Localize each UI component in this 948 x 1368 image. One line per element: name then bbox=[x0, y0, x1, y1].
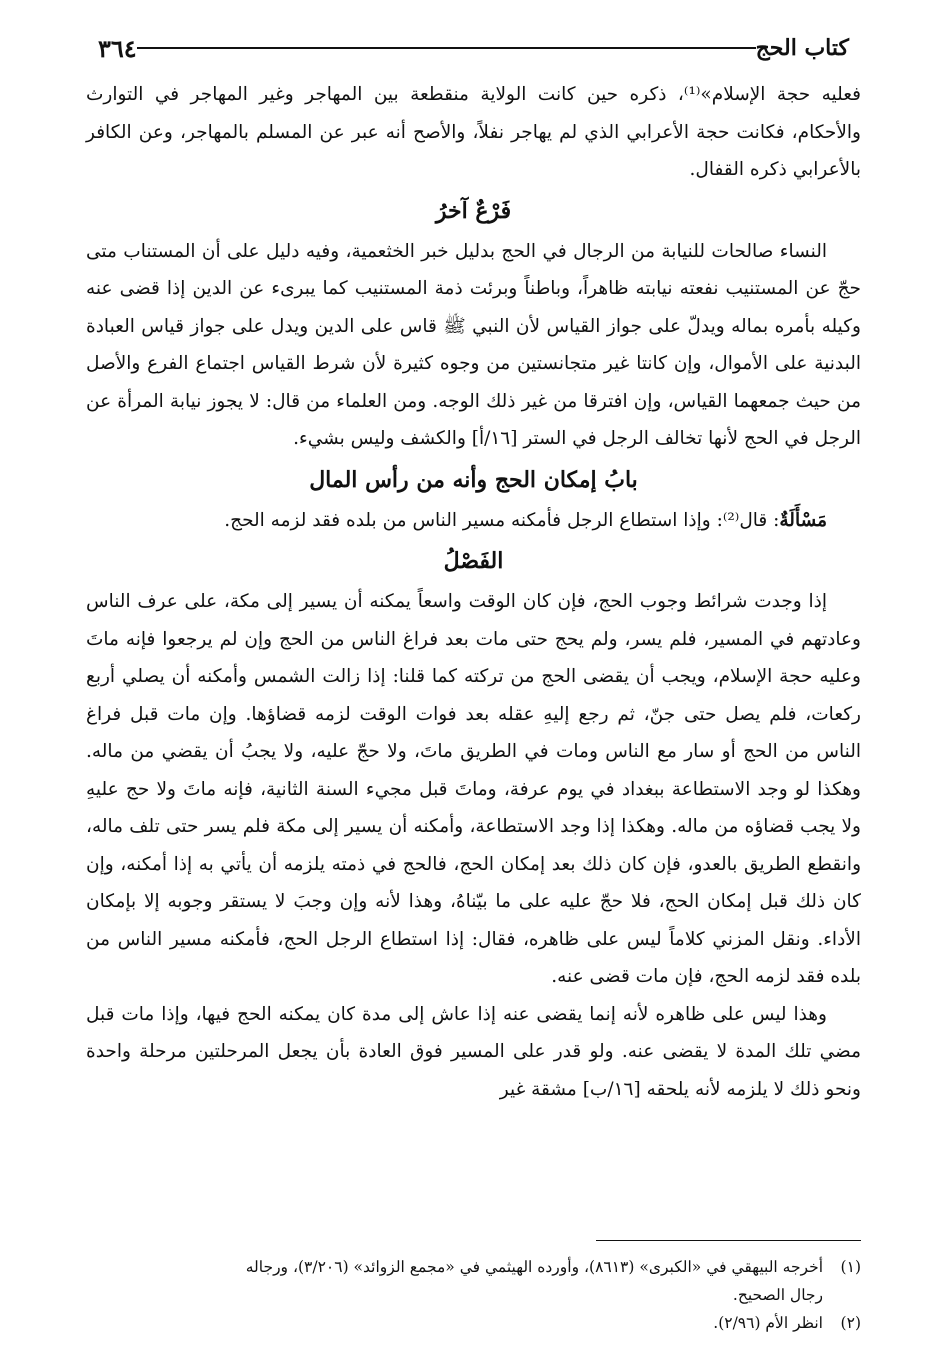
running-title: كتاب الحج bbox=[755, 35, 849, 61]
page-number: ٣٦٤ bbox=[98, 33, 137, 63]
section-heading-far-akhar: فَرْعٌ آخرُ bbox=[435, 197, 512, 224]
footnote-1-number: (١) bbox=[840, 1258, 861, 1276]
footnote-2 bbox=[86, 1309, 861, 1337]
section-heading-fasl: الفَصْلُ bbox=[443, 548, 504, 574]
footnote-1 bbox=[86, 1253, 861, 1281]
footnote-rule bbox=[596, 1240, 861, 1241]
footnote-2-number: (٢) bbox=[840, 1314, 861, 1332]
paragraph-2: النساء صالحات للنيابة من الرجال في الحج بدليل خبر الخثعمية، وفيه دليل على أن المستناب متى حجّ عن المستنيب نفعته نيابته ظاهراً، وباطناً وبرئت ذمة المستنيب كما يبرىء عن الدين إذا قضى عنه وكيله بأمره بماله ويدلّ على جواز القياس لأن النبي ﷺ قاس على الدين ويدل على جواز قياس العبادة البدنية على الأموال، وإن كانتا غير متجانستين من وجوه كثيرة لأن شرط القياس اجتماع الفرع والأصل من حيث جمعهما القياس، وإن افترقا من غير ذلك الوجه. ومن العلماء من قال: لا يجوز نيابة المرأة عن الرجل في الحج لأنها تخالف الرجل في الستر [١٦/أ] والكشف وليس بشيء. bbox=[86, 240, 861, 449]
main-text bbox=[86, 76, 861, 1108]
masala-line bbox=[86, 502, 861, 540]
footnote-1-continuation: رجال الصحيح. bbox=[732, 1286, 823, 1304]
book-page bbox=[86, 28, 861, 1338]
page-header bbox=[86, 28, 861, 68]
footnote-1-text: أخرجه البيهقي في «الكبرى» (٨٦١٣)، وأورده الهيثمي في «مجمع الزوائد» (٣/٢٠٦)، ورجاله bbox=[245, 1258, 823, 1276]
paragraph-3: إذا وجدت شرائط وجوب الحج، فإن كان الوقت واسعاً يمكنه أن يسير إلى مكة، على عرف الناس وعادتهم في المسير، فلم يسر، ولم يحج حتى مات بعد فراغ الناس من الحج وإن لم يرجعوا فإنه ماتَ وعليه حجة الإسلام، ويجب أن يقضى الحج من تركته كما قلنا: إذا زالت الشمس وأمكنه أن يصلي أربع ركعات، فلم يصل حتى جنّ، ثم رجع إليهِ عقله بعد فوات الوقت لزمه قضاؤها. وإن مات قبل فراغ الناس من الحج أو سار مع الناس ومات في الطريق ماتَ، ولا حجّ عليه، ولا يجبُ أن يقضي من ماله. وهكذا لو وجد الاستطاعة ببغداد في يوم عرفة، وماتَ قبل مجيء السنة الثانية، فإنه ماتَ ولا حج عليهِ ولا يجب قضاؤه من ماله. وهكذا إذا وجد الاستطاعة، وأمكنه أن يسير إلى مكة فلم يسر حتى تلف ماله، وانقطع الطريق بالعدو، فإن كان ذلك بعد إمكان الحج، فالحج في ذمته يلزمه أن يأتي به إذا أمكنه، وإن كان ذلك قبل إمكان الحج، فلا حجّ عليه على ما بيّناهُ، وهذا لأنه وإن وجبَ لا يستقر وجوبه إلا بإمكان الأداء. ونقل المزني كلاماً ليس على ظاهره، فقال: إذا استطاع الرجل الحج، فأمكنه مسير الناس من بلده فقد لزمه الحج، فإن مات قضى عنه. bbox=[86, 591, 861, 987]
chapter-heading: بابُ إمكان الحج وأنه من رأس المال bbox=[309, 466, 638, 493]
paragraph-4: وهذا ليس على ظاهره لأنه إنما يقضى عنه إذا عاش إلى مدة كان يمكنه الحج فيها، وإذا مات قبل مضي تلك المدة لا يقضى عنه. ولو قدر على المسير فوق العادة بأن يجعل المرحلتين مرحلة واحدة ونحو ذلك لا يلزمه لأنه يلحقه [١٦/ب] مشقة غير bbox=[86, 1003, 861, 1100]
masala-label: مَسْأَلَةٌ bbox=[779, 509, 827, 531]
footnotes bbox=[86, 1253, 861, 1337]
footnote-2-text: انظر الأم (٢/٩٦). bbox=[713, 1314, 823, 1332]
header-rule bbox=[137, 47, 756, 49]
paragraph-1: فعليه حجة الإسلام»⁽¹⁾، ذكره حين كانت الولاية منقطعة بين المهاجر وغير المهاجر في التوارث والأحكام، فكانت حجة الأعرابي الذي لم يهاجر نفلاً، والأصح أنه عبر عن المسلم بالمهاجر، وعن الكافر بالأعرابي ذكره القفال. bbox=[86, 84, 861, 180]
masala-text: : قال⁽²⁾: وإذا استطاع الرجل فأمكنه مسير الناس من بلده فقد لزمه الحج. bbox=[224, 509, 780, 531]
